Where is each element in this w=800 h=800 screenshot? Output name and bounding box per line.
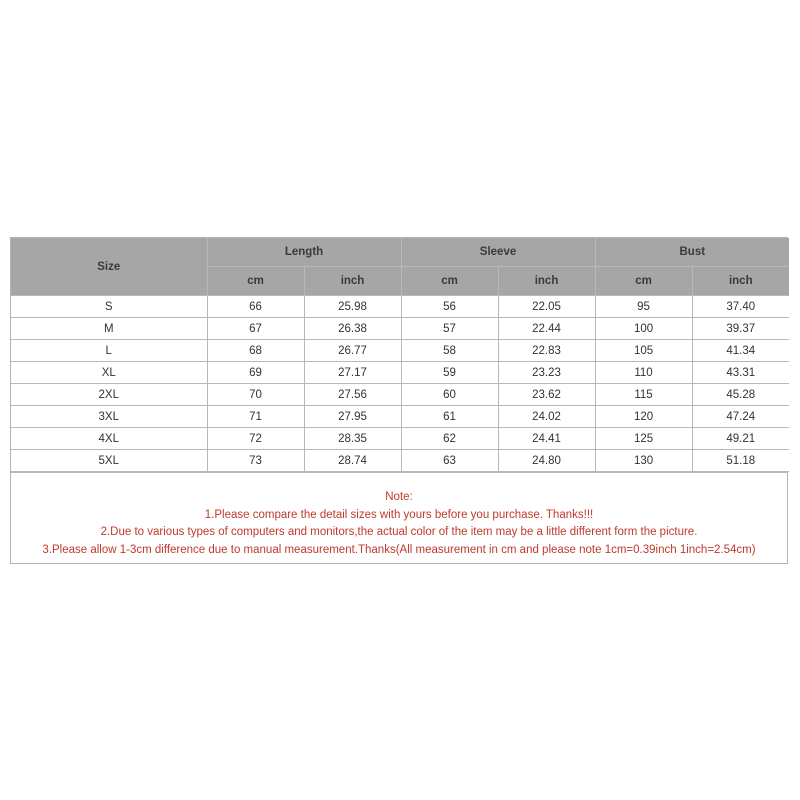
size-cell: 5XL (11, 450, 207, 472)
measurement-cell: 45.28 (692, 384, 789, 406)
size-cell: XL (11, 362, 207, 384)
header-row-groups (11, 238, 789, 267)
measurement-cell: 73 (207, 450, 304, 472)
size-rows (11, 296, 789, 472)
measurement-cell: 66 (207, 296, 304, 318)
measurement-cell: 24.41 (498, 428, 595, 450)
measurement-cell: 72 (207, 428, 304, 450)
measurement-cell: 110 (595, 362, 692, 384)
measurement-cell: 63 (401, 450, 498, 472)
measurement-cell: 125 (595, 428, 692, 450)
measurement-cell: 130 (595, 450, 692, 472)
unit-header: inch (498, 267, 595, 296)
table-row (11, 340, 789, 362)
table-row (11, 406, 789, 428)
bust-group-header: Bust (595, 238, 789, 267)
size-cell: M (11, 318, 207, 340)
unit-header: cm (207, 267, 304, 296)
size-cell: 3XL (11, 406, 207, 428)
measurement-cell: 100 (595, 318, 692, 340)
size-table (11, 238, 789, 472)
measurement-cell: 26.38 (304, 318, 401, 340)
measurement-cell: 22.05 (498, 296, 595, 318)
notes-title: Note: (385, 491, 413, 503)
measurement-cell: 120 (595, 406, 692, 428)
sleeve-group-header: Sleeve (401, 238, 595, 267)
measurement-cell: 22.83 (498, 340, 595, 362)
measurement-cell: 37.40 (692, 296, 789, 318)
measurement-cell: 23.23 (498, 362, 595, 384)
unit-header: inch (304, 267, 401, 296)
unit-header: cm (401, 267, 498, 296)
measurement-cell: 68 (207, 340, 304, 362)
measurement-cell: 59 (401, 362, 498, 384)
note-line: 2.Due to various types of computers and monitors,the actual color of the item may be a little different form the picture. (100, 526, 698, 538)
measurement-cell: 43.31 (692, 362, 789, 384)
table-row (11, 318, 789, 340)
measurement-cell: 24.80 (498, 450, 595, 472)
table-row (11, 362, 789, 384)
table-row (11, 450, 789, 472)
measurement-cell: 67 (207, 318, 304, 340)
measurement-cell: 71 (207, 406, 304, 428)
measurement-cell: 95 (595, 296, 692, 318)
measurement-cell: 60 (401, 384, 498, 406)
measurement-cell: 105 (595, 340, 692, 362)
size-chart (10, 237, 788, 564)
table-row (11, 384, 789, 406)
measurement-cell: 115 (595, 384, 692, 406)
measurement-cell: 70 (207, 384, 304, 406)
measurement-cell: 27.56 (304, 384, 401, 406)
size-cell: L (11, 340, 207, 362)
size-column-header: Size (11, 238, 207, 296)
measurement-cell: 56 (401, 296, 498, 318)
measurement-cell: 27.17 (304, 362, 401, 384)
length-group-header: Length (207, 238, 401, 267)
measurement-cell: 49.21 (692, 428, 789, 450)
measurement-cell: 22.44 (498, 318, 595, 340)
note-line: 3.Please allow 1-3cm difference due to manual measurement.Thanks(All measurement in cm and please note 1cm=0.39inch 1inch=2.54cm) (42, 543, 756, 556)
measurement-cell: 57 (401, 318, 498, 340)
table-row (11, 296, 789, 318)
measurement-cell: 62 (401, 428, 498, 450)
measurement-cell: 27.95 (304, 406, 401, 428)
measurement-cell: 69 (207, 362, 304, 384)
measurement-cell: 26.77 (304, 340, 401, 362)
measurement-cell: 25.98 (304, 296, 401, 318)
size-cell: S (11, 296, 207, 318)
unit-header: cm (595, 267, 692, 296)
measurement-cell: 23.62 (498, 384, 595, 406)
measurement-cell: 58 (401, 340, 498, 362)
measurement-cell: 24.02 (498, 406, 595, 428)
measurement-cell: 41.34 (692, 340, 789, 362)
measurement-cell: 28.35 (304, 428, 401, 450)
measurement-cell: 47.24 (692, 406, 789, 428)
measurement-cell: 28.74 (304, 450, 401, 472)
measurement-cell: 51.18 (692, 450, 789, 472)
measurement-cell: 61 (401, 406, 498, 428)
unit-header: inch (692, 267, 789, 296)
notes-section (11, 472, 787, 563)
size-cell: 2XL (11, 384, 207, 406)
size-cell: 4XL (11, 428, 207, 450)
measurement-cell: 39.37 (692, 318, 789, 340)
table-row (11, 428, 789, 450)
note-line: 1.Please compare the detail sizes with yours before you purchase. Thanks!!! (204, 508, 594, 521)
